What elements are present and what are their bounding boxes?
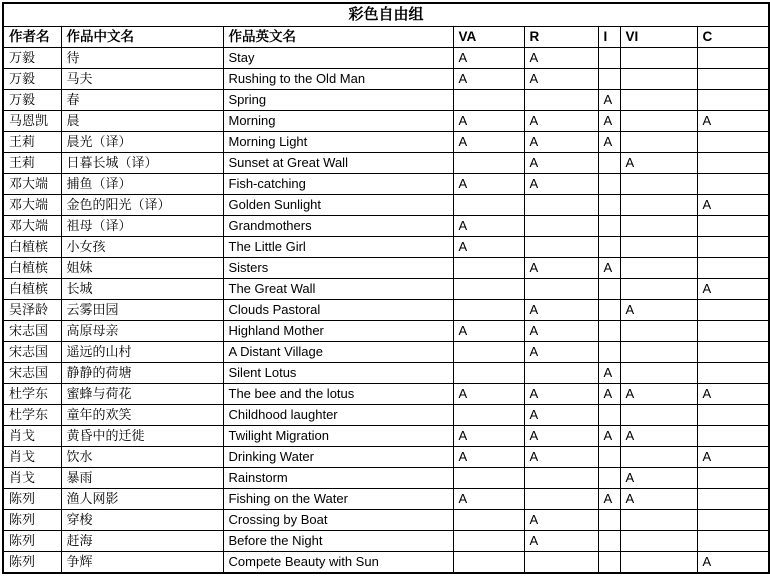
- table-row: [3, 216, 769, 237]
- table-row: [3, 321, 769, 342]
- vi-mark-cell: [620, 237, 697, 258]
- vi-mark-cell: A: [620, 300, 697, 321]
- r-mark-cell: A: [524, 174, 598, 195]
- va-mark-cell: A: [453, 132, 524, 153]
- vi-mark-cell: [620, 342, 697, 363]
- vi-mark-cell: [620, 405, 697, 426]
- vi-mark-cell: A: [620, 468, 697, 489]
- author-cell: 宋志国: [3, 363, 61, 384]
- vi-mark-cell: [620, 90, 697, 111]
- author-cell: 肖戈: [3, 447, 61, 468]
- author-cell: 马恩凯: [3, 111, 61, 132]
- title-cn-cell: 穿梭: [61, 510, 223, 531]
- r-mark-cell: [524, 216, 598, 237]
- table-row: [3, 111, 769, 132]
- vi-mark-cell: [620, 321, 697, 342]
- vi-mark-cell: [620, 510, 697, 531]
- vi-mark-cell: [620, 279, 697, 300]
- column-header-vi: VI: [620, 27, 697, 48]
- va-mark-cell: [453, 258, 524, 279]
- title-cn-cell: 金色的阳光（译）: [61, 195, 223, 216]
- c-mark-cell: [697, 405, 769, 426]
- table-row: [3, 90, 769, 111]
- i-mark-cell: [598, 300, 620, 321]
- title-cn-cell: 待: [61, 48, 223, 69]
- table-header-row: [3, 27, 769, 48]
- c-mark-cell: [697, 510, 769, 531]
- c-mark-cell: [697, 258, 769, 279]
- c-mark-cell: A: [697, 195, 769, 216]
- r-mark-cell: A: [524, 132, 598, 153]
- table-row: [3, 426, 769, 447]
- title-en-cell: Stay: [223, 48, 453, 69]
- r-mark-cell: A: [524, 321, 598, 342]
- vi-mark-cell: [620, 132, 697, 153]
- va-mark-cell: A: [453, 426, 524, 447]
- r-mark-cell: [524, 90, 598, 111]
- vi-mark-cell: A: [620, 426, 697, 447]
- va-mark-cell: [453, 153, 524, 174]
- table-row: [3, 363, 769, 384]
- table-row: [3, 153, 769, 174]
- i-mark-cell: A: [598, 384, 620, 405]
- table-row: [3, 48, 769, 69]
- title-cn-cell: 日暮长城（译）: [61, 153, 223, 174]
- va-mark-cell: A: [453, 489, 524, 510]
- author-cell: 肖戈: [3, 468, 61, 489]
- column-header-va: VA: [453, 27, 524, 48]
- c-mark-cell: [697, 468, 769, 489]
- author-cell: 万毅: [3, 90, 61, 111]
- author-cell: 白植槟: [3, 237, 61, 258]
- i-mark-cell: A: [598, 489, 620, 510]
- c-mark-cell: A: [697, 279, 769, 300]
- author-cell: 杜学东: [3, 384, 61, 405]
- i-mark-cell: [598, 468, 620, 489]
- r-mark-cell: A: [524, 153, 598, 174]
- i-mark-cell: A: [598, 132, 620, 153]
- title-en-cell: Morning: [223, 111, 453, 132]
- title-en-cell: Spring: [223, 90, 453, 111]
- va-mark-cell: [453, 405, 524, 426]
- c-mark-cell: [697, 90, 769, 111]
- r-mark-cell: A: [524, 426, 598, 447]
- table-row: [3, 447, 769, 468]
- i-mark-cell: [598, 48, 620, 69]
- c-mark-cell: [697, 321, 769, 342]
- column-header-i: I: [598, 27, 620, 48]
- title-en-cell: Morning Light: [223, 132, 453, 153]
- column-header-title-en: 作品英文名: [223, 27, 453, 48]
- i-mark-cell: [598, 237, 620, 258]
- title-en-cell: Drinking Water: [223, 447, 453, 468]
- c-mark-cell: [697, 342, 769, 363]
- author-cell: 杜学东: [3, 405, 61, 426]
- title-cn-cell: 晨光（译）: [61, 132, 223, 153]
- table-row: [3, 510, 769, 531]
- r-mark-cell: A: [524, 111, 598, 132]
- c-mark-cell: [697, 363, 769, 384]
- c-mark-cell: A: [697, 384, 769, 405]
- table-row: [3, 258, 769, 279]
- title-cn-cell: 暴雨: [61, 468, 223, 489]
- column-header-r: R: [524, 27, 598, 48]
- table-title-row: [3, 3, 769, 27]
- i-mark-cell: A: [598, 363, 620, 384]
- author-cell: 万毅: [3, 48, 61, 69]
- r-mark-cell: A: [524, 342, 598, 363]
- title-en-cell: Crossing by Boat: [223, 510, 453, 531]
- r-mark-cell: A: [524, 531, 598, 552]
- title-cn-cell: 饮水: [61, 447, 223, 468]
- i-mark-cell: [598, 174, 620, 195]
- i-mark-cell: A: [598, 426, 620, 447]
- c-mark-cell: [697, 69, 769, 90]
- va-mark-cell: A: [453, 174, 524, 195]
- r-mark-cell: [524, 363, 598, 384]
- c-mark-cell: [697, 48, 769, 69]
- i-mark-cell: [598, 447, 620, 468]
- i-mark-cell: [598, 342, 620, 363]
- table-row: [3, 69, 769, 90]
- title-en-cell: Silent Lotus: [223, 363, 453, 384]
- table-row: [3, 384, 769, 405]
- title-en-cell: Compete Beauty with Sun: [223, 552, 453, 574]
- title-cn-cell: 静静的荷塘: [61, 363, 223, 384]
- title-en-cell: Fish-catching: [223, 174, 453, 195]
- author-cell: 吴泽龄: [3, 300, 61, 321]
- title-cn-cell: 姐妹: [61, 258, 223, 279]
- vi-mark-cell: [620, 69, 697, 90]
- table-row: [3, 531, 769, 552]
- table-row: [3, 132, 769, 153]
- i-mark-cell: [598, 321, 620, 342]
- i-mark-cell: A: [598, 111, 620, 132]
- vi-mark-cell: [620, 216, 697, 237]
- c-mark-cell: [697, 153, 769, 174]
- va-mark-cell: [453, 300, 524, 321]
- vi-mark-cell: [620, 531, 697, 552]
- c-mark-cell: [697, 216, 769, 237]
- va-mark-cell: A: [453, 447, 524, 468]
- r-mark-cell: [524, 279, 598, 300]
- title-en-cell: Highland Mother: [223, 321, 453, 342]
- title-cn-cell: 春: [61, 90, 223, 111]
- r-mark-cell: [524, 468, 598, 489]
- title-cn-cell: 长城: [61, 279, 223, 300]
- c-mark-cell: [697, 300, 769, 321]
- vi-mark-cell: [620, 111, 697, 132]
- title-en-cell: Fishing on the Water: [223, 489, 453, 510]
- r-mark-cell: [524, 552, 598, 574]
- score-table: [2, 2, 770, 574]
- va-mark-cell: A: [453, 384, 524, 405]
- table-row: [3, 237, 769, 258]
- r-mark-cell: [524, 237, 598, 258]
- title-cn-cell: 马夫: [61, 69, 223, 90]
- vi-mark-cell: A: [620, 489, 697, 510]
- title-cn-cell: 晨: [61, 111, 223, 132]
- r-mark-cell: A: [524, 69, 598, 90]
- title-cn-cell: 赶海: [61, 531, 223, 552]
- i-mark-cell: A: [598, 90, 620, 111]
- i-mark-cell: [598, 552, 620, 574]
- title-cn-cell: 小女孩: [61, 237, 223, 258]
- title-en-cell: Rushing to the Old Man: [223, 69, 453, 90]
- author-cell: 陈列: [3, 552, 61, 574]
- vi-mark-cell: [620, 363, 697, 384]
- va-mark-cell: [453, 531, 524, 552]
- c-mark-cell: [697, 132, 769, 153]
- title-cn-cell: 黄昏中的迁徙: [61, 426, 223, 447]
- i-mark-cell: [598, 69, 620, 90]
- c-mark-cell: A: [697, 447, 769, 468]
- table-body: [3, 48, 769, 574]
- title-cn-cell: 云雾田园: [61, 300, 223, 321]
- i-mark-cell: [598, 531, 620, 552]
- va-mark-cell: [453, 510, 524, 531]
- r-mark-cell: [524, 195, 598, 216]
- title-en-cell: Before the Night: [223, 531, 453, 552]
- c-mark-cell: A: [697, 552, 769, 574]
- c-mark-cell: [697, 426, 769, 447]
- table-row: [3, 552, 769, 574]
- table-row: [3, 342, 769, 363]
- author-cell: 白植槟: [3, 258, 61, 279]
- r-mark-cell: A: [524, 48, 598, 69]
- va-mark-cell: A: [453, 111, 524, 132]
- c-mark-cell: [697, 531, 769, 552]
- i-mark-cell: [598, 195, 620, 216]
- va-mark-cell: A: [453, 69, 524, 90]
- author-cell: 宋志国: [3, 321, 61, 342]
- author-cell: 万毅: [3, 69, 61, 90]
- vi-mark-cell: [620, 447, 697, 468]
- va-mark-cell: [453, 195, 524, 216]
- title-en-cell: Golden Sunlight: [223, 195, 453, 216]
- title-en-cell: Clouds Pastoral: [223, 300, 453, 321]
- vi-mark-cell: [620, 258, 697, 279]
- column-header-title-cn: 作品中文名: [61, 27, 223, 48]
- author-cell: 邓大端: [3, 195, 61, 216]
- title-cn-cell: 祖母（译）: [61, 216, 223, 237]
- author-cell: 王莉: [3, 153, 61, 174]
- i-mark-cell: [598, 153, 620, 174]
- author-cell: 陈列: [3, 531, 61, 552]
- table-row: [3, 174, 769, 195]
- vi-mark-cell: [620, 195, 697, 216]
- c-mark-cell: [697, 174, 769, 195]
- author-cell: 白植槟: [3, 279, 61, 300]
- table-row: [3, 195, 769, 216]
- va-mark-cell: [453, 468, 524, 489]
- table-title: 彩色自由组: [3, 3, 769, 27]
- c-mark-cell: A: [697, 111, 769, 132]
- va-mark-cell: A: [453, 321, 524, 342]
- title-en-cell: The bee and the lotus: [223, 384, 453, 405]
- title-en-cell: Rainstorm: [223, 468, 453, 489]
- vi-mark-cell: [620, 552, 697, 574]
- title-cn-cell: 捕鱼（译）: [61, 174, 223, 195]
- title-en-cell: Childhood laughter: [223, 405, 453, 426]
- title-en-cell: Sisters: [223, 258, 453, 279]
- author-cell: 邓大端: [3, 216, 61, 237]
- va-mark-cell: [453, 552, 524, 574]
- title-cn-cell: 遥远的山村: [61, 342, 223, 363]
- title-en-cell: The Great Wall: [223, 279, 453, 300]
- author-cell: 陈列: [3, 510, 61, 531]
- vi-mark-cell: [620, 48, 697, 69]
- table-row: [3, 300, 769, 321]
- column-header-c: C: [697, 27, 769, 48]
- title-en-cell: Grandmothers: [223, 216, 453, 237]
- i-mark-cell: [598, 405, 620, 426]
- i-mark-cell: [598, 216, 620, 237]
- title-cn-cell: 童年的欢笑: [61, 405, 223, 426]
- va-mark-cell: [453, 342, 524, 363]
- va-mark-cell: A: [453, 237, 524, 258]
- va-mark-cell: A: [453, 48, 524, 69]
- title-cn-cell: 渔人网影: [61, 489, 223, 510]
- title-cn-cell: 争辉: [61, 552, 223, 574]
- table-row: [3, 279, 769, 300]
- r-mark-cell: A: [524, 384, 598, 405]
- title-cn-cell: 高原母亲: [61, 321, 223, 342]
- r-mark-cell: A: [524, 405, 598, 426]
- vi-mark-cell: A: [620, 384, 697, 405]
- va-mark-cell: A: [453, 216, 524, 237]
- r-mark-cell: A: [524, 510, 598, 531]
- c-mark-cell: [697, 489, 769, 510]
- i-mark-cell: [598, 510, 620, 531]
- title-en-cell: A Distant Village: [223, 342, 453, 363]
- author-cell: 宋志国: [3, 342, 61, 363]
- va-mark-cell: [453, 279, 524, 300]
- table-row: [3, 405, 769, 426]
- va-mark-cell: [453, 90, 524, 111]
- column-header-author: 作者名: [3, 27, 61, 48]
- vi-mark-cell: A: [620, 153, 697, 174]
- title-en-cell: Sunset at Great Wall: [223, 153, 453, 174]
- r-mark-cell: [524, 489, 598, 510]
- va-mark-cell: [453, 363, 524, 384]
- author-cell: 肖戈: [3, 426, 61, 447]
- author-cell: 王莉: [3, 132, 61, 153]
- vi-mark-cell: [620, 174, 697, 195]
- author-cell: 陈列: [3, 489, 61, 510]
- title-en-cell: The Little Girl: [223, 237, 453, 258]
- table-row: [3, 489, 769, 510]
- table-row: [3, 468, 769, 489]
- i-mark-cell: A: [598, 258, 620, 279]
- c-mark-cell: [697, 237, 769, 258]
- title-en-cell: Twilight Migration: [223, 426, 453, 447]
- r-mark-cell: A: [524, 258, 598, 279]
- i-mark-cell: [598, 279, 620, 300]
- author-cell: 邓大端: [3, 174, 61, 195]
- r-mark-cell: A: [524, 300, 598, 321]
- r-mark-cell: A: [524, 447, 598, 468]
- title-cn-cell: 蜜蜂与荷花: [61, 384, 223, 405]
